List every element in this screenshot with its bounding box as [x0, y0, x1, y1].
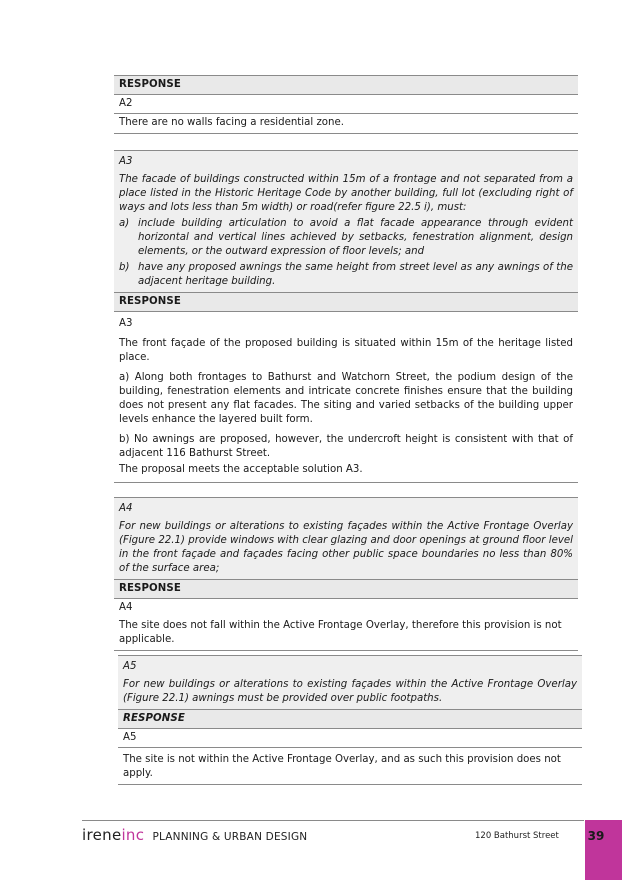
response-header: RESPONSE — [114, 76, 578, 95]
response-header: RESPONSE — [114, 293, 578, 312]
response-text: The site is not within the Active Frontage Overlay, and as such this provision does not apply. — [123, 754, 561, 779]
provision-a5 — [118, 656, 582, 710]
footer-divider — [82, 820, 584, 821]
provision-intro: The facade of buildings constructed within 15m of a frontage and not separated from a place listed in the Historic Heritage Code by another building, full lot (excluding right of ways and lots less than 5m width) or road(refer figure 22.5 i), must: — [119, 174, 573, 213]
page-number-box — [585, 820, 622, 880]
list-marker: b) — [119, 262, 130, 273]
provision-table-a5 — [118, 655, 582, 785]
provision-label: A4 — [119, 503, 133, 514]
logo-wordmark-inc: inc — [121, 826, 145, 844]
footer-address: 120 Bathurst Street — [475, 831, 559, 841]
response-paragraph: a) Along both frontages to Bathurst and Watchorn Street, the podium design of the building, fenestration elements and intricate concrete finishes ensure that the building does not present any flat facades. The siting and varied setbacks of the building upper levels enhance the layered built form. — [119, 372, 573, 425]
page-number: 39 — [587, 829, 605, 843]
response-paragraph: The front façade of the proposed building is situated within 15m of the heritage listed place. — [119, 338, 573, 363]
response-paragraph: The proposal meets the acceptable solution A3. — [119, 464, 363, 475]
list-marker: a) — [119, 218, 130, 229]
response-text: The site does not fall within the Active Frontage Overlay, therefore this provision is not applicable. — [119, 620, 562, 645]
list-item-text: include building articulation to avoid a flat facade appearance through evident horizontal and vertical lines achieved by setbacks, fenestration alignment, design elements, or the outward expression of floor levels; and — [138, 218, 573, 257]
response-code: A5 — [118, 729, 582, 748]
response-text: There are no walls facing a residential zone. — [119, 117, 344, 128]
provision-label: A3 — [119, 156, 133, 167]
response-code: A2 — [114, 95, 578, 114]
provision-item-b — [119, 261, 573, 289]
logo-tagline: PLANNING & URBAN DESIGN — [152, 831, 308, 843]
provision-table-a4 — [114, 497, 578, 651]
company-logo — [82, 826, 307, 844]
response-paragraph: b) No awnings are proposed, however, the undercroft height is consistent with that of adjacent 116 Bathurst Street. — [119, 434, 573, 459]
provision-a4 — [114, 498, 578, 580]
response-code: A3 — [119, 318, 133, 329]
response-table-a2 — [114, 75, 578, 134]
response-header: RESPONSE — [118, 710, 582, 729]
list-item-text: have any proposed awnings the same height from street level as any awnings of the adjacent heritage building. — [138, 262, 573, 287]
provision-label: A5 — [123, 661, 137, 672]
provision-table-a3 — [114, 150, 578, 483]
provision-item-a — [119, 217, 573, 259]
provision-text: For new buildings or alterations to existing façades within the Active Frontage Overlay (Figure 22.1) awnings must be provided over public footpaths. — [123, 679, 577, 704]
response-header: RESPONSE — [114, 580, 578, 599]
logo-wordmark-irene: irene — [82, 826, 122, 844]
response-code: A4 — [119, 602, 133, 613]
response-body — [114, 312, 578, 482]
provision-text: For new buildings or alterations to existing façades within the Active Frontage Overlay (Figure 22.1) provide windows with clear glazing and door openings at ground floor level in the front façade and façades facing other public space boundaries no less than 80% of the surface area; — [119, 521, 573, 574]
provision-a3 — [114, 151, 578, 293]
